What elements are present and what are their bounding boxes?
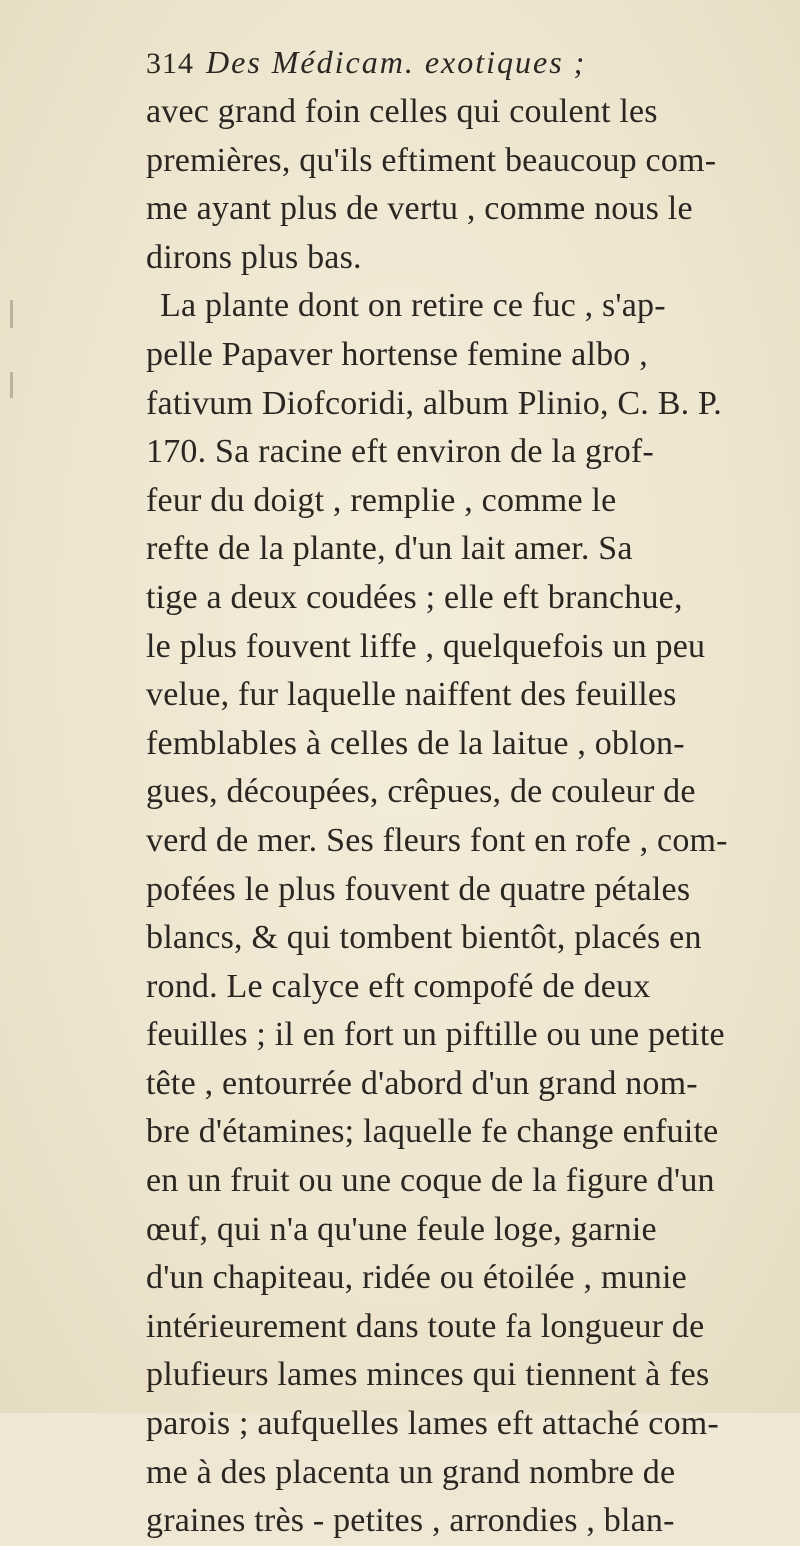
text-line: gues, découpées, crêpues, de couleur de bbox=[146, 773, 696, 811]
text-line: femblables à celles de la laitue , oblon- bbox=[146, 724, 685, 762]
text-line: rond. Le calyce eft compofé de deux bbox=[146, 967, 651, 1005]
text-line: pofées le plus fouvent de quatre pétales bbox=[146, 870, 691, 908]
text-line: fativum Diofcoridi, album Plinio, C. B. P. bbox=[146, 384, 723, 422]
text-line: le plus fouvent liffe , quelquefois un peu bbox=[146, 627, 706, 665]
text-line: d'un chapiteau, ridée ou étoilée , munie bbox=[146, 1259, 687, 1297]
text-line: intérieurement dans toute fa longueur de bbox=[146, 1307, 705, 1345]
body-text bbox=[146, 88, 776, 1546]
text-line: pelle Papaver hortense femine albo , bbox=[146, 335, 648, 373]
text-line: parois ; aufquelles lames eft attaché com- bbox=[146, 1405, 719, 1443]
text-line: avec grand foin celles qui coulent les bbox=[146, 93, 658, 130]
text-line: en un fruit ou une coque de la figure d'un bbox=[146, 1162, 715, 1200]
margin-mark bbox=[10, 372, 13, 398]
text-line: graines très - petites , arrondies , blan- bbox=[146, 1502, 675, 1540]
page-header bbox=[146, 44, 766, 88]
page-number: 314 bbox=[146, 47, 194, 80]
text-line: blancs, & qui tombent bientôt, placés en bbox=[146, 919, 702, 957]
text-line: tige a deux coudées ; elle eft branchue, bbox=[146, 578, 683, 616]
text-line: La plante dont on retire ce fuc , s'ap- bbox=[160, 287, 666, 325]
text-line: velue, fur laquelle naiffent des feuilles bbox=[146, 676, 677, 714]
text-line: me à des placenta un grand nombre de bbox=[146, 1453, 676, 1491]
text-line: verd de mer. Ses fleurs font en rofe , com- bbox=[146, 821, 728, 859]
text-line: 170. Sa racine eft environ de la grof- bbox=[146, 433, 654, 471]
text-line: me ayant plus de vertu , comme nous le bbox=[146, 190, 693, 228]
text-line: refte de la plante, d'un lait amer. Sa bbox=[146, 530, 633, 568]
text-line: tête , entourrée d'abord d'un grand nom- bbox=[146, 1064, 698, 1102]
text-line: feuilles ; il en fort un piftille ou une petite bbox=[146, 1016, 725, 1054]
text-line: premières, qu'ils eftiment beaucoup com- bbox=[146, 141, 717, 179]
margin-mark bbox=[10, 300, 13, 328]
running-title: Des Médicam. exotiques ; bbox=[206, 44, 587, 80]
text-line: œuf, qui n'a qu'une feule loge, garnie bbox=[146, 1210, 657, 1248]
text-line: feur du doigt , remplie , comme le bbox=[146, 481, 617, 519]
text-line: bre d'étamines; laquelle fe change enfuite bbox=[146, 1113, 719, 1151]
text-line: plufieurs lames minces qui tiennent à fes bbox=[146, 1356, 710, 1394]
text-line: dirons plus bas. bbox=[146, 238, 362, 276]
